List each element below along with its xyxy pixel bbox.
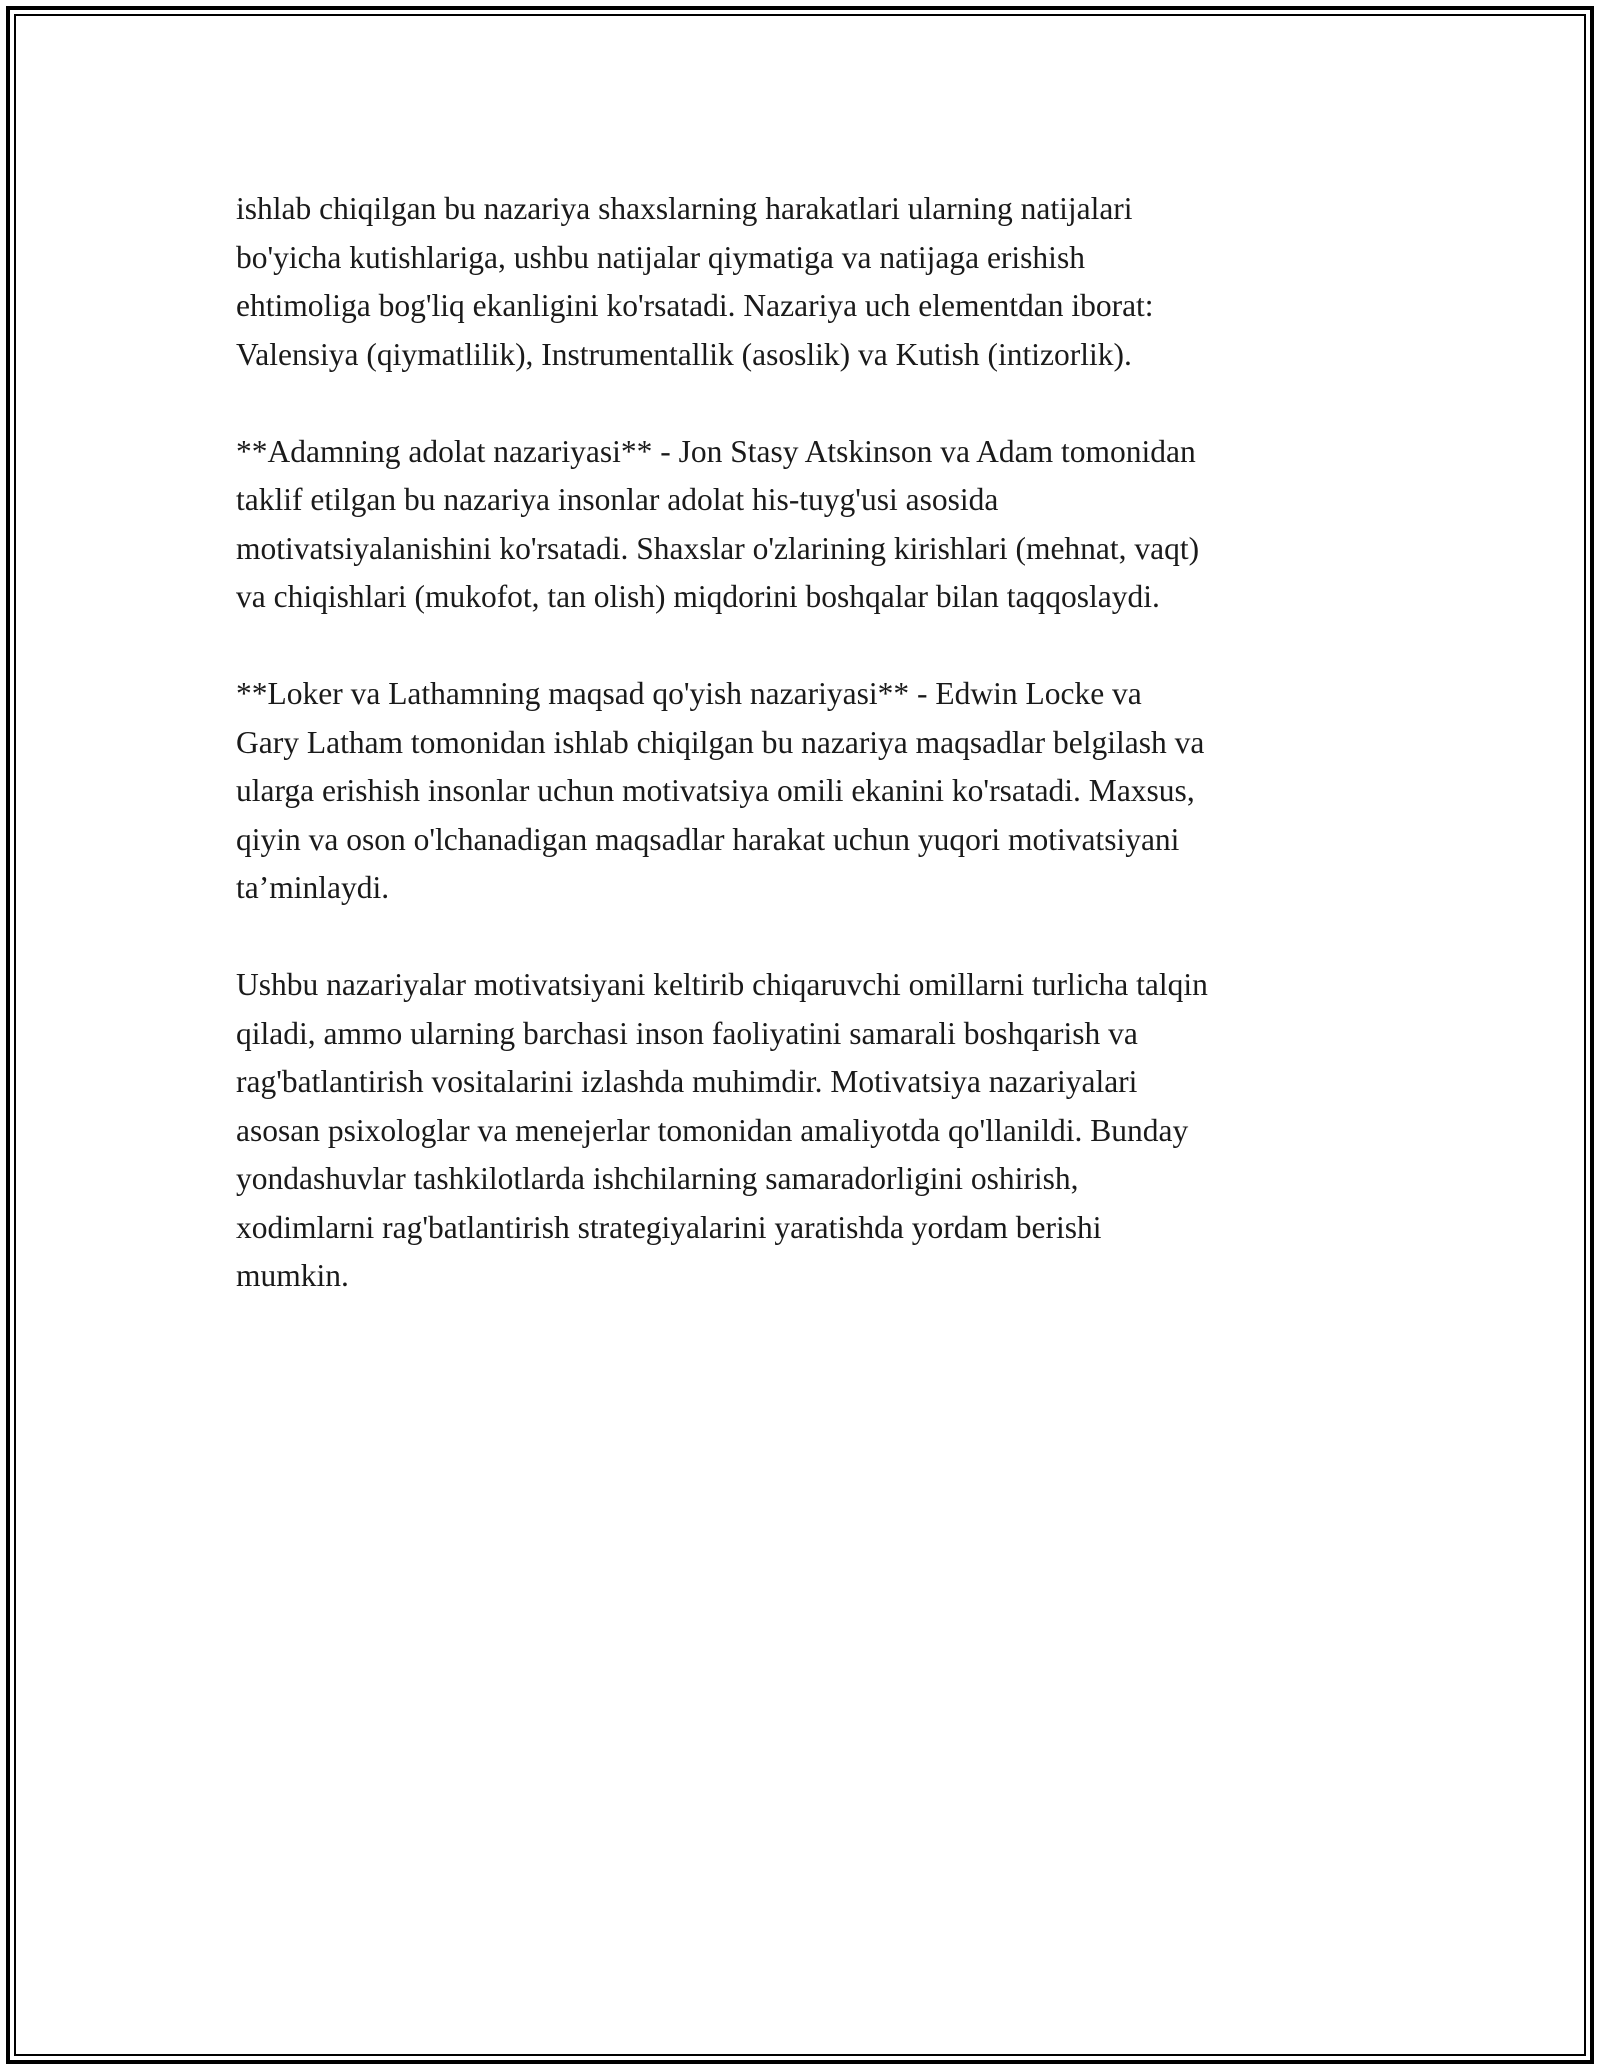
document-body	[236, 185, 1376, 1349]
text-line: mumkin.	[236, 1258, 349, 1293]
paragraph-expectancy-theory	[236, 185, 1376, 379]
paragraph-equity-theory	[236, 428, 1376, 622]
text-line: bo'yicha kutishlariga, ushbu natijalar qiymatiga va natijaga erishish	[236, 239, 1085, 275]
text-line: ishlab chiqilgan bu nazariya shaxslarning harakatlari ularning natijalari	[236, 191, 1133, 226]
text-line: asosan psixologlar va menejerlar tomonidan amaliyotda qo'llanildi. Bunday	[236, 1112, 1189, 1148]
text-line: **Loker va Lathamning maqsad qo'yish nazariyasi** - Edwin Locke va	[236, 676, 1142, 711]
text-line: xodimlarni rag'batlantirish strategiyalarini yaratishda yordam berishi	[236, 1209, 1102, 1245]
text-line: Gary Latham tomonidan ishlab chiqilgan bu nazariya maqsadlar belgilash va	[236, 724, 1205, 760]
text-line: rag'batlantirish vositalarini izlashda muhimdir. Motivatsiya nazariyalari	[236, 1064, 1138, 1099]
paragraph-conclusion	[236, 961, 1376, 1301]
text-line: Ushbu nazariyalar motivatsiyani keltirib chiqaruvchi omillarni turlicha talqin	[236, 967, 1208, 1002]
text-line: va chiqishlari (mukofot, tan olish) miqdorini boshqalar bilan taqqoslaydi.	[236, 579, 1160, 614]
text-line: motivatsiyalanishini ko'rsatadi. Shaxslar o'zlarining kirishlari (mehnat, vaqt)	[236, 530, 1200, 566]
text-line: qiyin va oson o'lchanadigan maqsadlar harakat uchun yuqori motivatsiyani	[236, 821, 1180, 857]
text-line: **Adamning adolat nazariyasi** - Jon Stasy Atskinson va Adam tomonidan	[236, 433, 1196, 469]
text-line: ta’minlaydi.	[236, 870, 390, 905]
text-line: ularga erishish insonlar uchun motivatsiya omili ekanini ko'rsatadi. Maxsus,	[236, 773, 1195, 808]
paragraph-goal-setting-theory	[236, 670, 1376, 913]
text-line: qiladi, ammo ularning barchasi inson faoliyatini samarali boshqarish va	[236, 1015, 1138, 1051]
text-line: yondashuvlar tashkilotlarda ishchilarning samaradorligini oshirish,	[236, 1161, 1079, 1196]
text-line: ehtimoliga bog'liq ekanligini ko'rsatadi. Nazariya uch elementdan iborat:	[236, 288, 1154, 323]
text-line: taklif etilgan bu nazariya insonlar adolat his-tuyg'usi asosida	[236, 482, 999, 517]
text-line: Valensiya (qiymatlilik), Instrumentallik (asoslik) va Kutish (intizorlik).	[236, 336, 1132, 372]
